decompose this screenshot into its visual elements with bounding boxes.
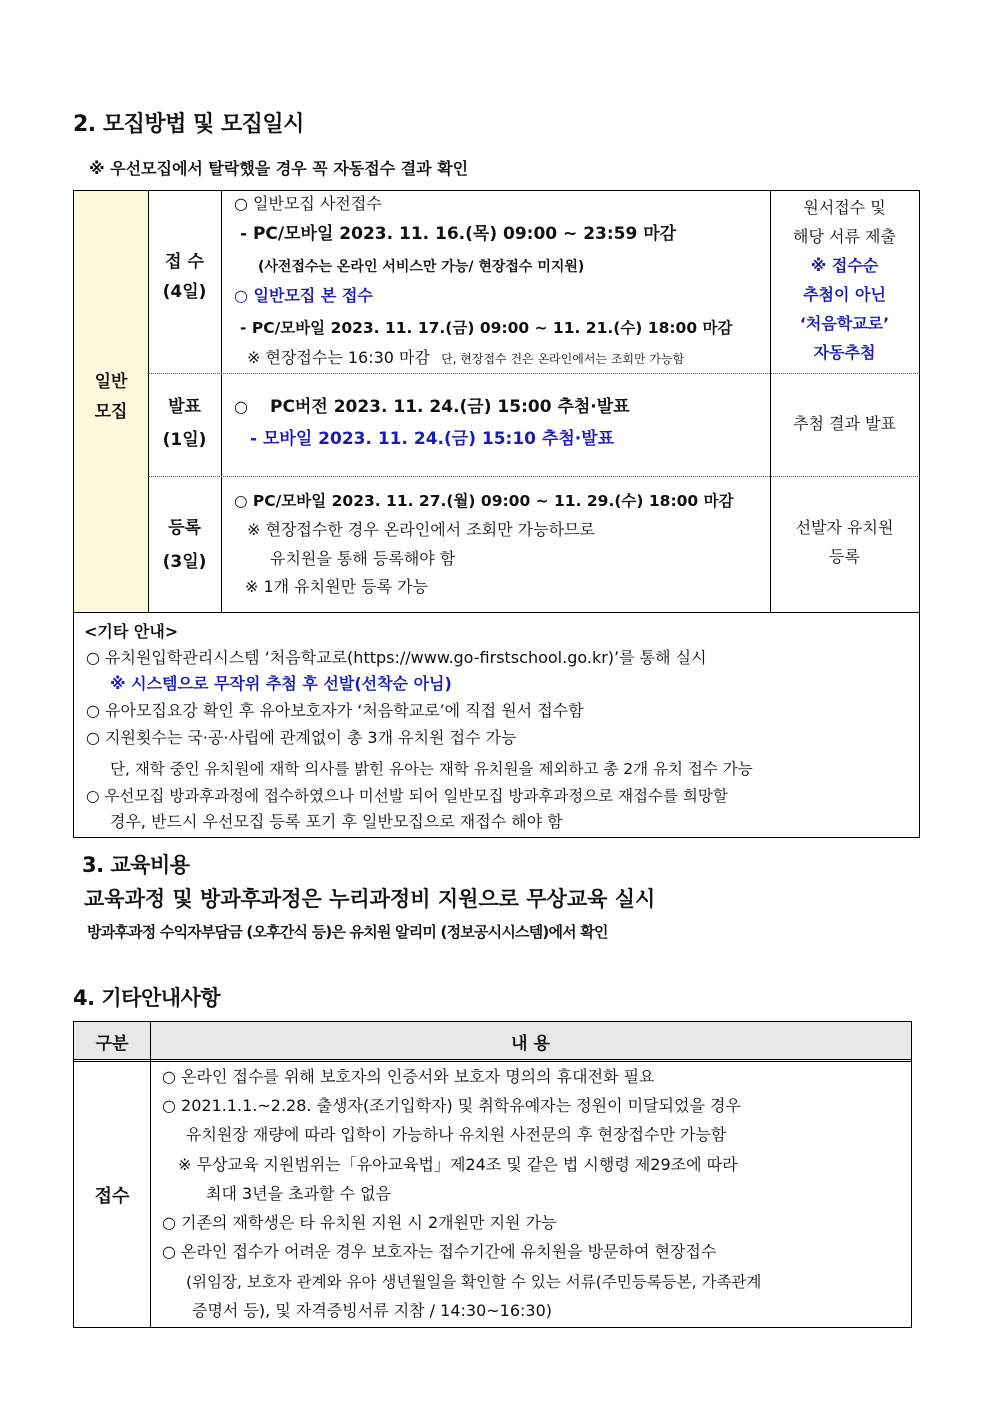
section3-title: 3. 교육비용 <box>82 853 190 877</box>
register-line-4: ※ 1개 유치원만 등록 가능 <box>245 577 429 596</box>
etc-line-5: 단, 재학 중인 유치원에 재학 의사를 밝힌 유아는 재학 유치원을 제외하고 총 2개 유치 접수 가능 <box>110 760 753 778</box>
register-note: 선발자 유치원 등록 <box>795 518 894 566</box>
etc-line-3: ○ 유아모집요강 확인 후 유아보호자가 ‘처음학교로’에 직접 원서 접수함 <box>86 701 584 720</box>
apply-line-5: - PC/모바일 2023. 11. 17.(금) 09:00 ~ 11. 21.(수) 18:00 마감 <box>240 319 733 337</box>
row-label-register: 등록 (3일) <box>162 518 207 572</box>
section4-title: 4. 기타안내사항 <box>73 986 221 1010</box>
row-label-announce: 발표 (1일) <box>162 397 207 450</box>
etc-line-1: ○ 유치원입학관리시스템 ‘처음학교로(https://www.go-firstschool.go.kr)’를 통해 실시 <box>86 648 707 667</box>
etc-line-4: ○ 지원횟수는 국·공·사립에 관계없이 총 3개 유치원 접수 가능 <box>86 728 517 747</box>
apply-line-4: ○ 일반모집 본 접수 <box>234 286 373 305</box>
section2-title: 2. 모집방법 및 모집일시 <box>73 112 304 137</box>
announce-line-pc: PC버전 2023. 11. 24.(금) 15:00 추첨·발표 <box>270 397 630 417</box>
etc-line-7: 경우, 반드시 우선모집 등록 포기 후 일반모집으로 재접수 해야 함 <box>110 812 563 831</box>
other-info-table <box>73 1021 912 1328</box>
apply-line-3: (사전접수는 온라인 서비스만 가능/ 현장접수 미지원) <box>258 259 585 275</box>
info-line-5: 최대 3년을 초과할 수 없음 <box>206 1184 392 1203</box>
info-line-3: 유치원장 재량에 따라 입학이 가능하나 유치원 사전문의 후 현장접수만 가능함 <box>186 1125 727 1144</box>
announce-line-mobile: - 모바일 2023. 11. 24.(금) 15:10 추첨·발표 <box>250 429 615 449</box>
announce-note: 추첨 결과 발표 <box>793 414 896 433</box>
info-line-7: ○ 온라인 접수가 어려운 경우 보호자는 접수기간에 유치원을 방문하여 현장접수 <box>162 1242 717 1261</box>
apply-line-6: ※ 현장접수는 16:30 마감 단, 현장접수 건은 온라인에서는 조회만 가능함 <box>247 348 685 367</box>
announce-bullet: ○ <box>234 397 248 416</box>
row-label-receipt: 접수 <box>94 1186 130 1207</box>
etc-title: <기타 안내> <box>84 622 179 641</box>
register-line-3: 유치원을 통해 등록해야 함 <box>270 549 456 568</box>
apply-note: 원서접수 및 해당 서류 제출 ※ 접수순 추첨이 아닌 ‘처음학교로’ 자동추첨 <box>793 198 896 362</box>
info-line-2: ○ 2021.1.1.~2.28. 출생자(조기입학자) 및 취학유예자는 정원이 미달되었을 경우 <box>162 1096 741 1115</box>
header-category: 구분 <box>95 1034 129 1054</box>
group-label: 일반 모집 <box>94 372 128 422</box>
header-content: 내 용 <box>511 1034 550 1054</box>
info-line-4: ※ 무상교육 지원범위는「유아교육법」제24조 및 같은 법 시행령 제29조에 따라 <box>178 1155 738 1174</box>
info-line-8: (위임장, 보호자 관계와 유아 생년월일을 확인할 수 있는 서류(주민등록등본, 가족관계 <box>186 1273 762 1291</box>
etc-line-6: ○ 우선모집 방과후과정에 접수하였으나 미선발 되어 일반모집 방과후과정으로 재접수를 희망할 <box>86 787 728 805</box>
recruitment-schedule-table <box>73 190 920 838</box>
apply-line-2: - PC/모바일 2023. 11. 16.(목) 09:00 ~ 23:59 마감 <box>240 224 677 244</box>
info-line-1: ○ 온라인 접수를 위해 보호자의 인증서와 보호자 명의의 휴대전화 필요 <box>162 1067 655 1086</box>
section2-note: ※ 우선모집에서 탈락했을 경우 꼭 자동접수 결과 확인 <box>89 159 469 178</box>
info-line-9: 증명서 등), 및 자격증빙서류 지참 / 14:30~16:30) <box>192 1301 553 1320</box>
info-line-6: ○ 기존의 재학생은 타 유치원 지원 시 2개원만 지원 가능 <box>162 1213 557 1232</box>
row-label-apply: 접 수 (4일) <box>162 252 207 302</box>
register-line-1: ○ PC/모바일 2023. 11. 27.(월) 09:00 ~ 11. 29.(수) 18:00 마감 <box>234 492 734 510</box>
apply-line-1: ○ 일반모집 사전접수 <box>234 194 382 213</box>
section3-line1: 교육과정 및 방과후과정은 누리과정비 지원으로 무상교육 실시 <box>84 887 656 911</box>
etc-line-2: ※ 시스템으로 무작위 추첨 후 선발(선착순 아님) <box>110 674 452 693</box>
section3-line2: 방과후과정 수익자부담금 (오후간식 등)은 유치원 알리미 (정보공시시스템)에서 확인 <box>87 923 608 941</box>
register-line-2: ※ 현장접수한 경우 온라인에서 조회만 가능하므로 <box>247 520 595 539</box>
